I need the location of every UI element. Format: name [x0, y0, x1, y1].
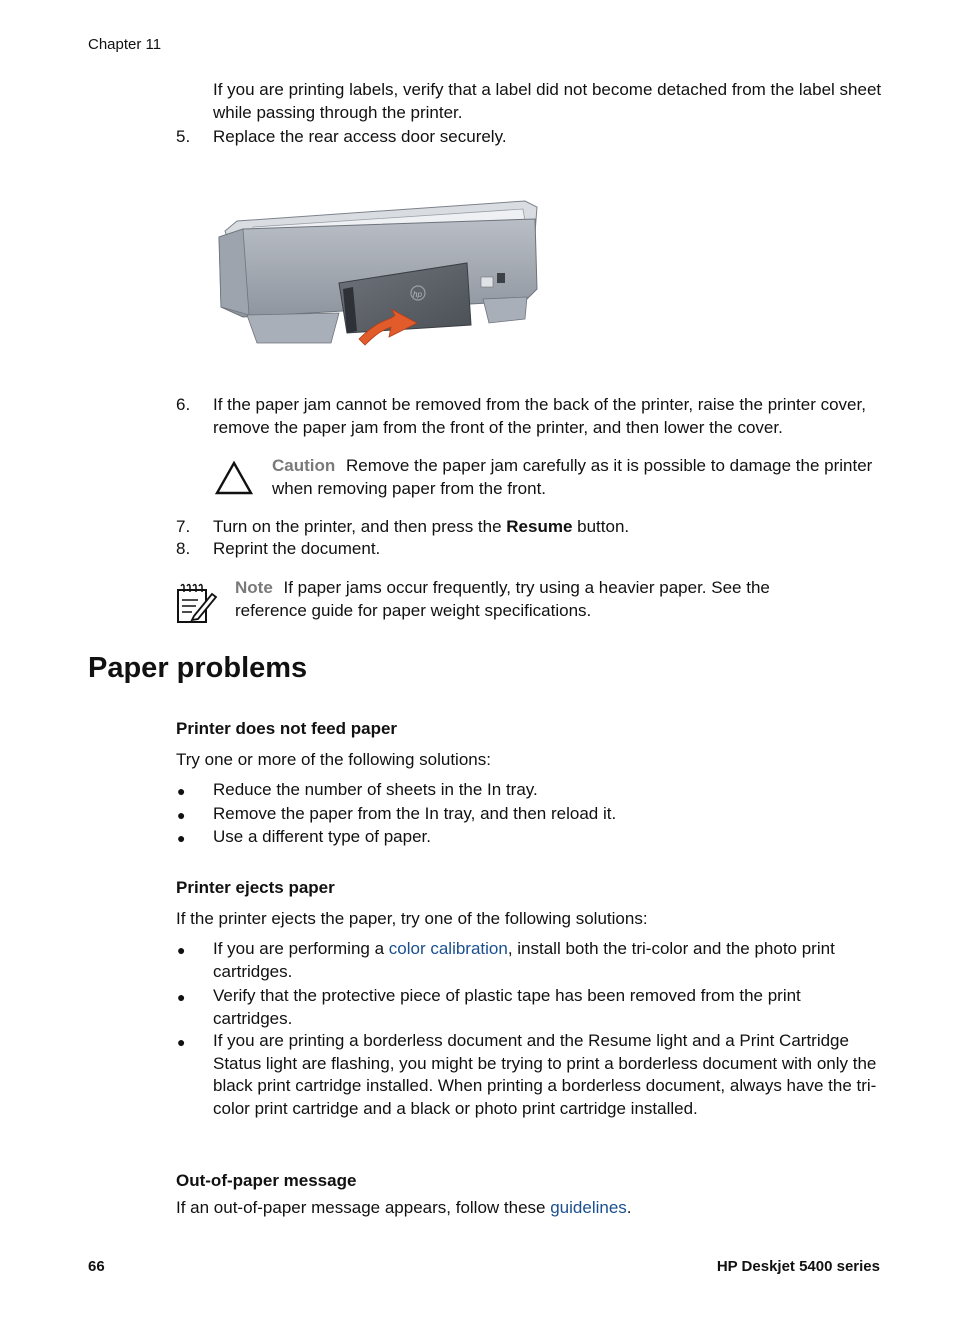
- caution-text: Remove the paper jam carefully as it is possible to damage the printer when removing paper from the front.: [272, 456, 873, 498]
- bullet: ●: [177, 942, 186, 958]
- list-item: Verify that the protective piece of plastic tape has been removed from the print cartridges.: [213, 986, 801, 1028]
- resume-button-label: Resume: [506, 517, 573, 536]
- step-text: [213, 516, 883, 539]
- color-calibration-link[interactable]: color calibration: [388, 939, 508, 958]
- bullet: ●: [177, 989, 186, 1005]
- subsection-heading: Printer ejects paper: [176, 878, 335, 897]
- step7-text-after: button.: [572, 517, 630, 536]
- step7-text-before: Turn on the printer, and then press the: [213, 517, 507, 536]
- note-pencil-icon: [176, 582, 218, 624]
- section-title: Paper problems: [88, 652, 308, 684]
- guidelines-link[interactable]: guidelines: [550, 1198, 627, 1217]
- list-item: Reduce the number of sheets in the In tray.: [213, 780, 538, 799]
- step-number: 7.: [176, 517, 191, 536]
- list-item: Use a different type of paper.: [213, 827, 431, 846]
- ejects-b1-after: , install both the tri-color and the photo print cartridges.: [213, 939, 835, 981]
- outofpaper-text: [176, 1197, 632, 1220]
- step-text: Reprint the document.: [213, 539, 381, 558]
- bullet: ●: [177, 830, 186, 846]
- step-number: 6.: [176, 395, 191, 414]
- running-head: Chapter 11: [88, 36, 162, 53]
- intro-paragraph: If you are printing labels, verify that a label did not become detached from the label sheet while passing through the printer.: [213, 80, 882, 122]
- caution-label: Caution: [272, 456, 336, 475]
- step-number: 8.: [176, 539, 191, 558]
- feed-intro: Try one or more of the following solutions:: [176, 750, 491, 769]
- step-text: Replace the rear access door securely.: [213, 127, 507, 146]
- ejects-b1-before: If you are performing a: [213, 939, 389, 958]
- step-number: 5.: [176, 127, 191, 146]
- ejects-intro: If the printer ejects the paper, try one of the following solutions:: [176, 909, 648, 928]
- step-text: If the paper jam cannot be removed from the back of the printer, raise the printer cover, remove the paper jam from the front of the printer, and then lower the cover.: [213, 395, 866, 437]
- caution-block: [272, 455, 882, 500]
- note-block: [235, 577, 835, 622]
- subsection-heading: Printer does not feed paper: [176, 719, 398, 738]
- note-pencil-svg: [176, 582, 218, 624]
- outofpaper-after: .: [626, 1198, 632, 1217]
- printer-logo: hp: [413, 290, 422, 299]
- note-text: If paper jams occur frequently, try using a heavier paper. See the reference guide for paper weight specifications.: [235, 578, 770, 620]
- caution-triangle-svg: [214, 460, 254, 496]
- caution-triangle-icon: [214, 460, 254, 496]
- list-item: Remove the paper from the In tray, and then reload it.: [213, 804, 617, 823]
- note-label: Note: [235, 578, 273, 597]
- bullet: ●: [177, 783, 186, 799]
- list-item: If you are printing a borderless document and the Resume light and a Print Cartridge Status light are flashing, you might be trying to print a borderless document with only the black print cartridge installed. When printing a borderless document, always have the tri-color print cartridge and a black or photo print cartridge installed.: [213, 1031, 877, 1118]
- product-name: HP Deskjet 5400 series: [716, 1258, 880, 1275]
- bullet: ●: [177, 1034, 186, 1050]
- list-item: [213, 938, 883, 983]
- page-number: 66: [88, 1258, 105, 1275]
- printer-illustration-svg: [213, 193, 543, 358]
- printer-rear-door-illustration: [213, 193, 543, 358]
- outofpaper-before: If an out-of-paper message appears, follow these: [176, 1198, 551, 1217]
- subsection-heading: Out-of-paper message: [176, 1171, 357, 1190]
- bullet: ●: [177, 807, 186, 823]
